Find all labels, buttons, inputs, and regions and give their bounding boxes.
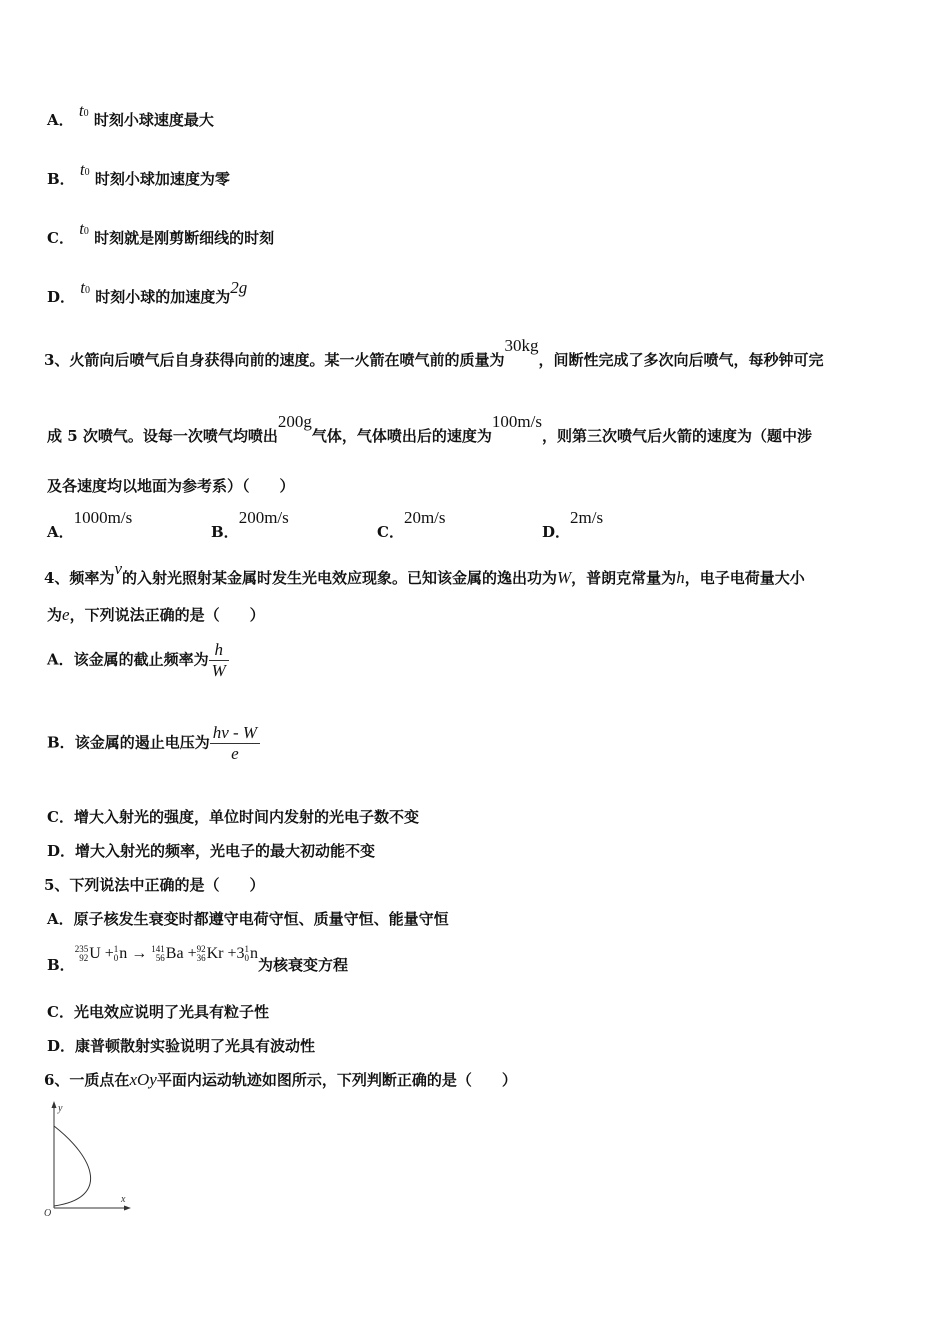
q5-option-d: D．康普顿散射实验说明了光具有波动性 [47, 1037, 316, 1055]
trajectory-graph [40, 1098, 140, 1218]
origin-label: O [44, 1208, 52, 1218]
q2-option-b: B． t0 时刻小球加速度为零 [47, 160, 230, 188]
q3-stem-line1: 3、火箭向后喷气后自身获得向前的速度。某一火箭在喷气前的质量为30kg，间断性完成了多次向后喷气，每秒钟可完 [44, 336, 824, 369]
q3-option-b: B．200m/s [211, 508, 289, 541]
q2-option-d: D． t0 时刻小球的加速度为2g [47, 278, 248, 306]
q4-option-a: A．该金属的截止频率为 $\frac{h}{W}$ [47, 640, 229, 681]
t0-symbol: t0 [78, 101, 89, 120]
fraction-stopping-voltage: $\frac{h\nu - W}{e}$ [210, 723, 260, 764]
y-axis-label: y [58, 1103, 63, 1114]
q3-option-a: A．1000m/s [47, 508, 133, 541]
trajectory-curve [54, 1126, 91, 1206]
q4-option-b: B．该金属的遏止电压为 $\frac{h\nu - W}{e}$ [47, 723, 260, 764]
q2-option-a: A． t0 时刻小球速度最大 [47, 101, 214, 129]
q2-option-c: C． t0 时刻就是刚剪断细线的时刻 [47, 219, 275, 247]
q4-option-c: C．增大入射光的强度，单位时间内发射的光电子数不变 [47, 808, 419, 826]
q5-option-b: B．235 92U +1 0n → 141 56Ba +92 36Kr +31 0n为核衰变方程 [47, 944, 349, 974]
q4-stem-line1: 4、频率为ν的入射光照射某金属时发生光电效应现象。已知该金属的逸出功为W，普朗克常量为h，电子电荷量大小 [44, 559, 805, 587]
fraction-h-over-w: $\frac{h}{W}$ [209, 640, 229, 681]
q4-stem-line2: 为e，下列说法正确的是（ ） [47, 605, 265, 624]
q5-option-a: A．原子核发生衰变时都遵守电荷守恒、质量守恒、能量守恒 [47, 910, 449, 928]
nuclear-equation: 235 92U +1 0n → 141 56Ba +92 36Kr +31 0n [74, 944, 259, 964]
q3-option-d: D．2m/s [542, 508, 604, 541]
q3-option-c: C．20m/s [377, 508, 446, 541]
q3-stem-line2: 成 5 次喷气。设每一次喷气均喷出200g气体，气体喷出后的速度为100m/s，则第三次喷气后火箭的速度为（题中涉 [47, 412, 812, 445]
t0-symbol: t0 [79, 219, 89, 238]
y-axis-arrow [52, 1101, 57, 1108]
q6-stem: 6、一质点在xOy平面内运动轨迹如图所示，下列判断正确的是（ ） [44, 1070, 517, 1089]
q3-options [47, 508, 647, 546]
x-axis-label: x [121, 1194, 126, 1205]
t0-symbol: t0 [80, 278, 90, 297]
q4-option-d: D．增大入射光的频率，光电子的最大初动能不变 [47, 842, 376, 860]
q5-stem: 5、下列说法中正确的是（ ） [44, 876, 265, 894]
x-axis-arrow [124, 1206, 131, 1211]
q5-option-c: C．光电效应说明了光具有粒子性 [47, 1003, 269, 1021]
q3-stem-line3: 及各速度均以地面为参考系）（ ） [47, 477, 295, 495]
t0-symbol: t0 [79, 160, 90, 179]
